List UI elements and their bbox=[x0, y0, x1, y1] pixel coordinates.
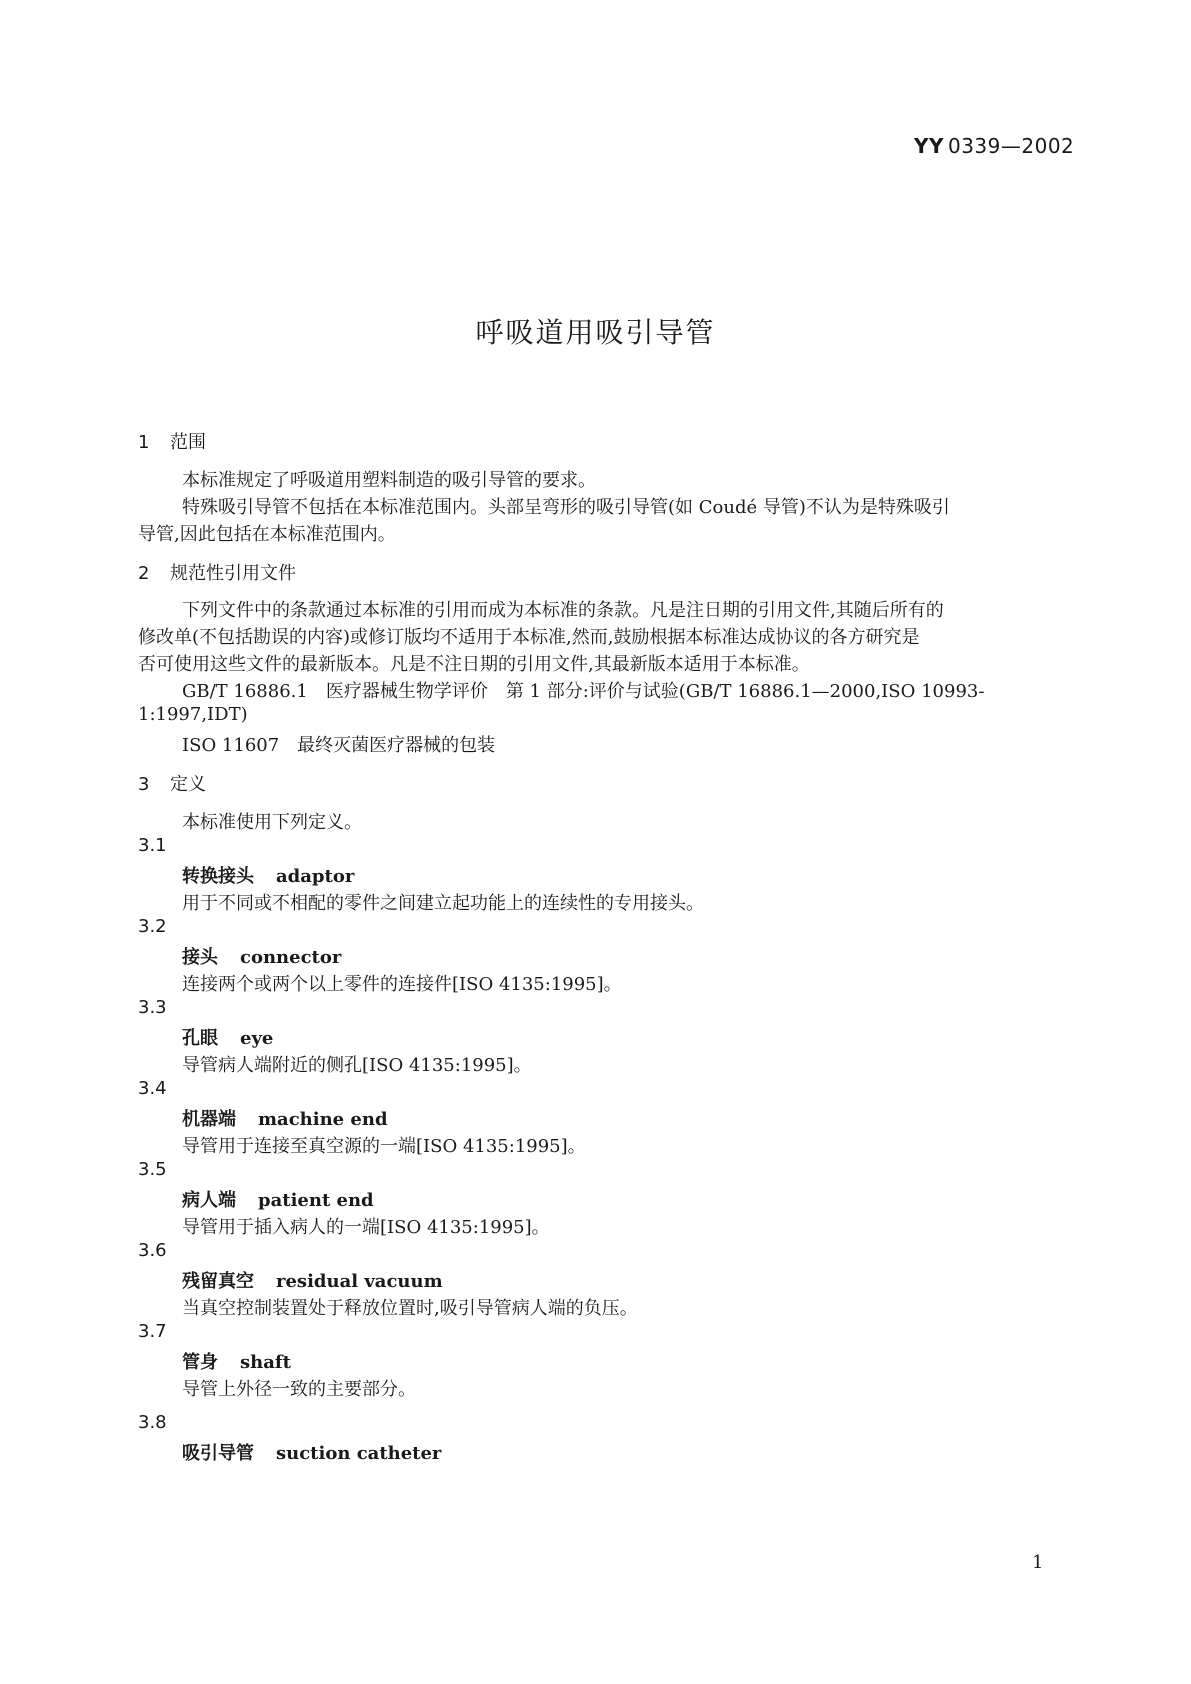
term-zh: 机器端 bbox=[182, 1109, 236, 1130]
term-zh: 病人端 bbox=[182, 1190, 236, 1211]
term-zh: 残留真空 bbox=[182, 1271, 254, 1292]
document-title: 呼吸道用吸引导管 bbox=[475, 316, 716, 349]
reference-entry: GB/T 16886.1 医疗器械生物学评价 第 1 部分:评价与试验(GB/T 16886.1—2000,ISO 10993- bbox=[182, 681, 985, 702]
term-en: residual vacuum bbox=[276, 1271, 443, 1292]
definition-term bbox=[182, 943, 341, 969]
term-en: machine end bbox=[258, 1109, 388, 1130]
paragraph-continuation: 修改单(不包括勘误的内容)或修订版均不适用于本标准,然而,鼓励根据本标准达成协议的各方研究是 bbox=[138, 627, 920, 648]
standard-prefix: YY bbox=[914, 134, 944, 158]
standard-code bbox=[914, 134, 1074, 158]
term-zh: 吸引导管 bbox=[182, 1443, 254, 1464]
term-en: suction catheter bbox=[276, 1443, 442, 1464]
section-number: 1 bbox=[138, 432, 150, 453]
paragraph: 下列文件中的条款通过本标准的引用而成为本标准的条款。凡是注日期的引用文件,其随后所有的 bbox=[182, 600, 944, 621]
definition-text: 当真空控制装置处于释放位置时,吸引导管病人端的负压。 bbox=[182, 1298, 638, 1319]
term-en: connector bbox=[240, 947, 342, 968]
definition-term bbox=[182, 862, 354, 888]
standard-number: 0339—2002 bbox=[947, 134, 1075, 158]
paragraph: 本标准使用下列定义。 bbox=[182, 812, 362, 833]
definition-text: 导管病人端附近的侧孔[ISO 4135:1995]。 bbox=[182, 1055, 532, 1076]
paragraph-continuation: 导管,因此包括在本标准范围内。 bbox=[138, 524, 396, 545]
clause-number: 3.5 bbox=[138, 1159, 167, 1180]
section-number: 3 bbox=[138, 774, 150, 795]
definition-term bbox=[182, 1348, 291, 1374]
definition-term bbox=[182, 1024, 273, 1050]
term-zh: 接头 bbox=[182, 947, 218, 968]
section-title: 范围 bbox=[170, 432, 206, 453]
paragraph-continuation: 否可使用这些文件的最新版本。凡是不注日期的引用文件,其最新版本适用于本标准。 bbox=[138, 654, 810, 675]
term-en: shaft bbox=[240, 1352, 291, 1373]
term-zh: 转换接头 bbox=[182, 866, 254, 887]
section-heading-definitions bbox=[138, 770, 206, 796]
page-number: 1 bbox=[1032, 1552, 1044, 1573]
clause-number: 3.7 bbox=[138, 1321, 167, 1342]
definition-term bbox=[182, 1105, 388, 1131]
section-title: 定义 bbox=[170, 774, 206, 795]
definition-term bbox=[182, 1186, 374, 1212]
definition-term bbox=[182, 1439, 441, 1465]
reference-entry-continuation: 1:1997,IDT) bbox=[138, 704, 248, 725]
definition-text: 用于不同或不相配的零件之间建立起功能上的连续性的专用接头。 bbox=[182, 893, 704, 914]
clause-number: 3.1 bbox=[138, 835, 167, 856]
clause-number: 3.8 bbox=[138, 1412, 167, 1433]
term-en: adaptor bbox=[276, 866, 355, 887]
definition-text: 连接两个或两个以上零件的连接件[ISO 4135:1995]。 bbox=[182, 974, 622, 995]
definition-text: 导管上外径一致的主要部分。 bbox=[182, 1379, 416, 1400]
reference-entry: ISO 11607 最终灭菌医疗器械的包装 bbox=[182, 735, 496, 756]
definition-text: 导管用于插入病人的一端[ISO 4135:1995]。 bbox=[182, 1217, 550, 1238]
section-number: 2 bbox=[138, 563, 150, 584]
definition-text: 导管用于连接至真空源的一端[ISO 4135:1995]。 bbox=[182, 1136, 586, 1157]
term-zh: 管身 bbox=[182, 1352, 218, 1373]
clause-number: 3.2 bbox=[138, 916, 167, 937]
clause-number: 3.3 bbox=[138, 997, 167, 1018]
term-en: patient end bbox=[258, 1190, 374, 1211]
clause-number: 3.6 bbox=[138, 1240, 167, 1261]
clause-number: 3.4 bbox=[138, 1078, 167, 1099]
term-zh: 孔眼 bbox=[182, 1028, 218, 1049]
paragraph: 特殊吸引导管不包括在本标准范围内。头部呈弯形的吸引导管(如 Coudé 导管)不认为是特殊吸引 bbox=[182, 497, 950, 518]
paragraph: 本标准规定了呼吸道用塑料制造的吸引导管的要求。 bbox=[182, 470, 596, 491]
section-heading-scope bbox=[138, 428, 206, 454]
definition-term bbox=[182, 1267, 443, 1293]
term-en: eye bbox=[240, 1028, 274, 1049]
section-title: 规范性引用文件 bbox=[170, 563, 296, 584]
section-heading-normative-references bbox=[138, 559, 296, 585]
